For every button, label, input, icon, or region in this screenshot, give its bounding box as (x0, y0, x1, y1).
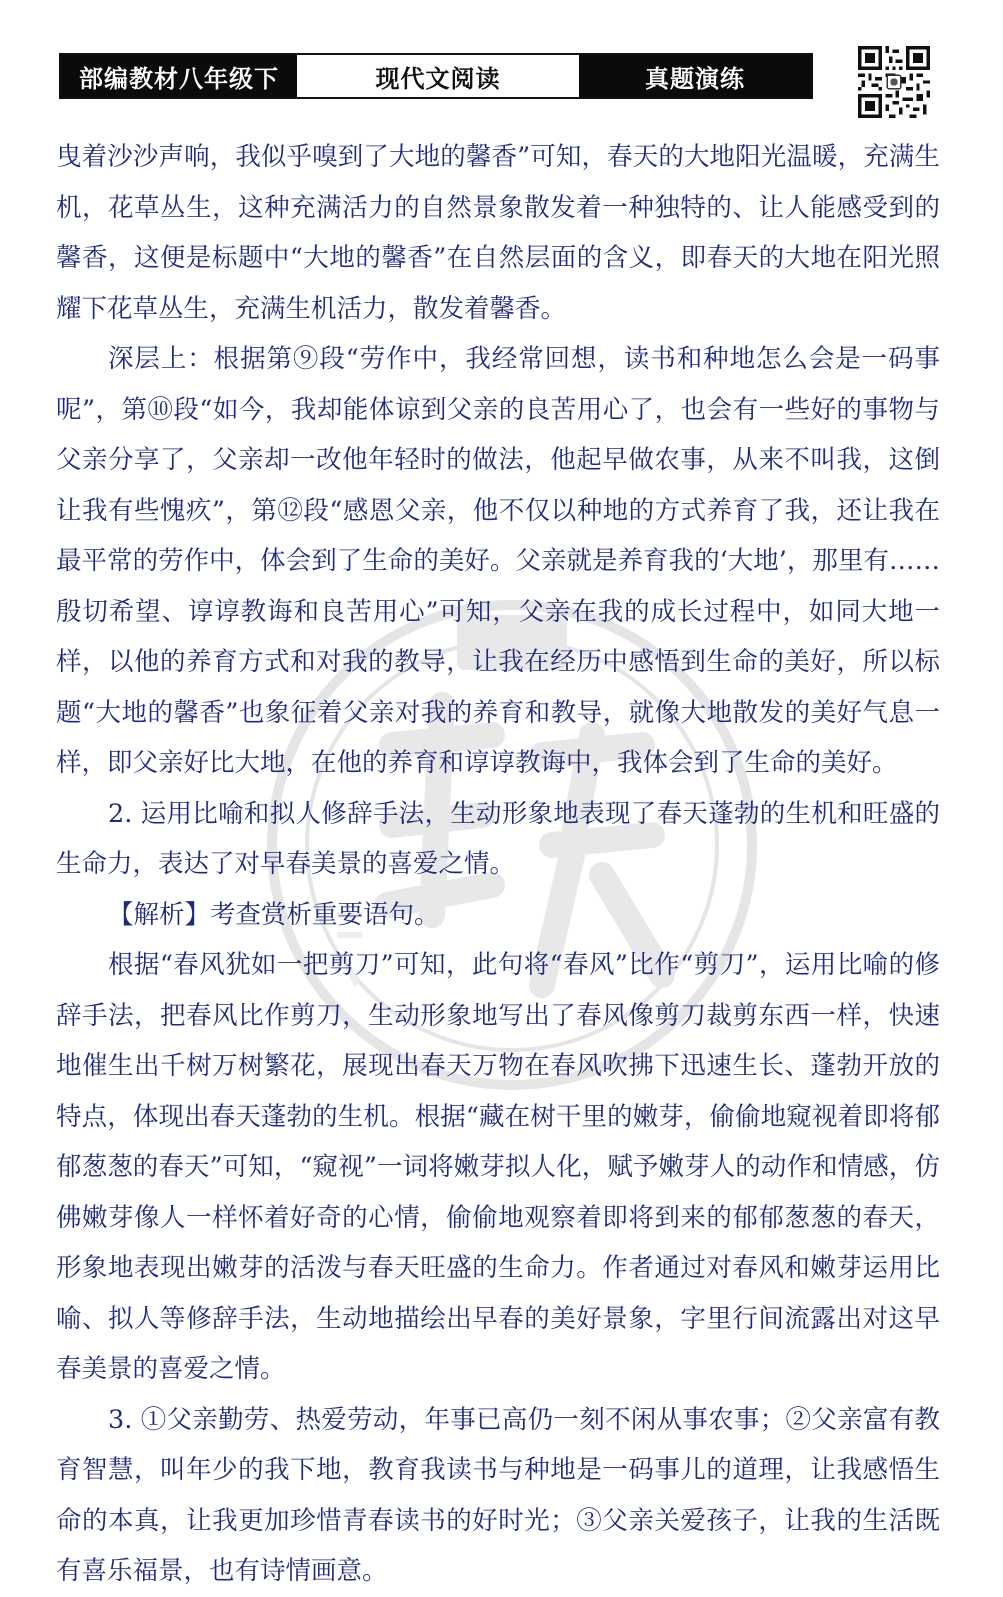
header-grade-label: 部编教材八年级下 (61, 55, 297, 97)
header-bar (59, 53, 813, 99)
answer-2: 2. 运用比喻和拟人修辞手法，生动形象地表现了春天蓬勃的生机和旺盛的生命力，表达了对早春美景的喜爱之情。 (56, 798, 940, 879)
answer-3: 3. ①父亲勤劳、热爱劳动，年事已高仍一刻不闲从事农事；②父亲富有教育智慧，叫年少的我下地，教育我读书与种地是一码事儿的道理，让我感悟生命的本真，让我更加珍惜青春读书的好时光；③父亲关爱孩子，让我的生活既有喜乐福景，也有诗情画意。 (56, 1404, 940, 1586)
header-subject-label: 现代文阅读 (297, 55, 579, 97)
paragraph-2: 深层上：根据第⑨段“劳作中，我经常回想，读书和种地怎么会是一码事呢”，第⑩段“如今，我却能体谅到父亲的良苦用心了，也会有一些好的事物与父亲分享了，父亲却一改他年轻时的做法，他起早做农事，从来不叫我，这倒让我有些愧疚”，第⑫段“感恩父亲，他不仅以种地的方式养育了我，还让我在最平常的劳作中，体会到了生命的美好。父亲就是养育我的‘大地’，那里有……殷切希望、谆谆教诲和良苦用心”可知，父亲在我的成长过程中，如同大地一样，以他的养育方式和对我的教导，让我在经历中感悟到生命的美好，所以标题“大地的馨香”也象征着父亲对我的养育和教导，就像大地散发的美好气息一样，即父亲好比大地，在他的养育和谆谆教诲中，我体会到了生命的美好。 (56, 344, 940, 778)
header-section-label: 真题演练 (579, 55, 811, 97)
analysis-heading: 【解析】考查赏析重要语句。 (108, 899, 440, 930)
answer-text (56, 132, 940, 1597)
analysis-body: 根据“春风犹如一把剪刀”可知，此句将“春风”比作“剪刀”，运用比喻的修辞手法，把春风比作剪刀，生动形象地写出了春风像剪刀裁剪东西一样，快速地催生出千树万树繁花，展现出春天万物在春风吹拂下迅速生长、蓬勃开放的特点，体现出春天蓬勃的生机。根据“藏在树干里的嫩芽，偷偷地窥视着即将郁郁葱葱的春天”可知，“窥视”一词将嫩芽拟人化，赋予嫩芽人的动作和情感，仿佛嫩芽像人一样怀着好奇的心情，偷偷地观察着即将到来的郁郁葱葱的春天，形象地表现出嫩芽的活泼与春天旺盛的生命力。作者通过对春风和嫩芽运用比喻、拟人等修辞手法，生动地描绘出早春的美好景象，字里行间流露出对这早春美景的喜爱之情。 (56, 950, 940, 1384)
paragraph-1: 曳着沙沙声响，我似乎嗅到了大地的馨香”可知，春天的大地阳光温暖，充满生机，花草丛生，这种充满活力的自然景象散发着一种独特的、让人能感受到的馨香，这便是标题中“大地的馨香”在自然层面的含义，即春天的大地在阳光照耀下花草丛生，充满生机活力，散发着馨香。 (56, 142, 940, 324)
qr-code-icon (858, 46, 930, 118)
